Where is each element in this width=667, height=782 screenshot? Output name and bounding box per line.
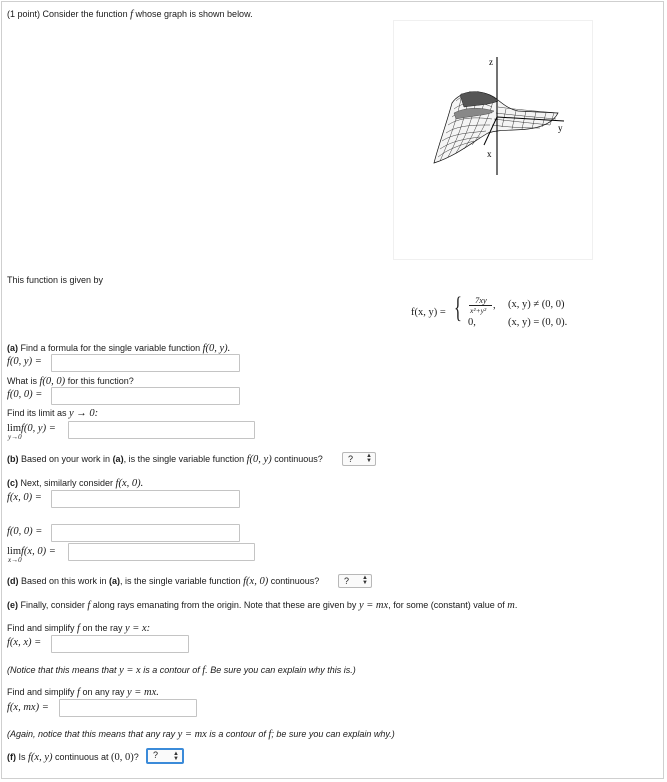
part-e-text2: along rays emanating from the origin. Note that these are given by — [90, 600, 359, 610]
part-f-label: (f) — [7, 752, 16, 762]
formula-brace: { — [454, 291, 462, 324]
part-e-q2-expr: y = mx. — [126, 687, 159, 698]
part-e-q2 — [7, 687, 159, 698]
part-e-prompt — [7, 600, 517, 611]
axis-label-x: x — [487, 149, 492, 159]
updown-arrow-icon: ▲ ▼ — [362, 575, 368, 586]
part-a-f00-input[interactable] — [51, 387, 240, 405]
part-e-eq1-label: f(x, x) = — [7, 637, 42, 648]
part-c-eq2-label: f(0, 0) = — [7, 526, 43, 537]
part-a-q2-end: for this function? — [65, 376, 134, 386]
surface-graph — [393, 20, 593, 260]
part-e-note2-c: ; be sure you can explain why.) — [271, 729, 395, 739]
formula-lhs: f(x, y) = — [411, 307, 446, 318]
part-b-text3: continuous? — [271, 454, 323, 464]
part-a-q3 — [7, 408, 98, 419]
part-c-lim-fn: f(x, 0) = — [21, 546, 56, 557]
part-d-label: (d) — [7, 576, 19, 586]
part-c-fx0-input[interactable] — [51, 490, 240, 508]
part-d-text: Based on this work in — [18, 576, 110, 586]
part-c-lim-word: lim — [7, 546, 22, 557]
formula-value-2: 0, — [468, 317, 476, 328]
axis-label-z: z — [489, 57, 493, 67]
part-e-dot: . — [514, 600, 518, 610]
part-d-fn: f(x, 0) — [243, 576, 269, 587]
part-f-text: Is — [16, 752, 29, 762]
part-a-q2 — [7, 376, 134, 387]
part-f-pt: (0, 0) — [111, 752, 134, 763]
part-c-lim-sub: x→0 — [8, 556, 22, 564]
part-e-eq2-label: f(x, mx) = — [7, 702, 49, 713]
part-c-fn: f(x, 0). — [115, 478, 144, 489]
part-c-f00-input[interactable] — [51, 524, 240, 542]
part-e-note1 — [7, 665, 356, 676]
part-b-select[interactable] — [342, 452, 376, 466]
part-e-note1-a: (Notice that this means that — [7, 665, 120, 675]
part-e-note1-fn: f — [202, 665, 206, 676]
part-e-m: m — [507, 600, 515, 611]
part-f-prompt — [7, 752, 139, 763]
part-a-q2-fn: f(0, 0) — [39, 376, 66, 387]
part-b-ref: (a) — [112, 454, 124, 464]
part-a-lim-fn: f(0, y) = — [21, 423, 56, 434]
part-b-select-value: ? — [348, 454, 354, 464]
part-f-select-value: ? — [153, 750, 159, 760]
part-a-label: (a) — [7, 343, 18, 353]
part-f-fn: f(x, y) — [28, 752, 53, 763]
part-b-text2: , is the single variable function — [123, 454, 247, 464]
given-text: This function is given by — [7, 275, 104, 285]
part-f-text3: ? — [133, 752, 139, 762]
part-b-label: (b) — [7, 454, 19, 464]
part-a-text: Find a formula for the single variable function — [18, 343, 203, 353]
part-f-text2: continuous at — [52, 752, 112, 762]
part-a-f0y-input[interactable] — [51, 354, 240, 372]
part-b-fn: f(0, y) — [246, 454, 272, 465]
formula-denominator: x²+y² — [470, 306, 487, 315]
part-e-q1-fn: f — [77, 623, 80, 634]
part-a-limit-input[interactable] — [68, 421, 255, 439]
formula-comma: , — [493, 300, 496, 311]
axis-label-y: y — [558, 123, 563, 133]
part-d-select[interactable] — [338, 574, 372, 588]
part-d-text3: continuous? — [268, 576, 320, 586]
part-e-q1-text: Find and simplify — [7, 623, 78, 633]
intro-text-end: whose graph is shown below. — [133, 9, 253, 19]
formula-condition-2: (x, y) = (0, 0). — [508, 317, 568, 328]
part-d-text2: , is the single variable function — [120, 576, 244, 586]
intro-fn: f — [130, 9, 133, 20]
formula-numerator: 7xy — [475, 295, 487, 305]
part-e-expr: y = mx — [358, 600, 389, 611]
part-a-fn: f(0, y). — [202, 343, 231, 354]
part-e-q2-mid: on any ray — [79, 687, 127, 697]
part-f-select[interactable] — [146, 748, 184, 764]
part-e-text3: , for some (constant) value of — [388, 600, 508, 610]
part-e-q2-fn: f — [77, 687, 80, 698]
part-c-eq1-label: f(x, 0) = — [7, 492, 42, 503]
surface-graph-svg — [394, 21, 592, 259]
part-e-note2-a: (Again, notice that this means that any ray — [7, 729, 178, 739]
part-e-fxx-input[interactable] — [51, 635, 189, 653]
part-a-q3-text: Find its limit as — [7, 408, 70, 418]
part-d-ref: (a) — [109, 576, 121, 586]
part-e-q2-text: Find and simplify — [7, 687, 78, 697]
part-c-label: (c) — [7, 478, 18, 488]
part-d-select-value: ? — [344, 576, 350, 586]
updown-arrow-icon: ▲ ▼ — [366, 453, 372, 464]
part-e-note2-fn: f — [268, 729, 272, 740]
part-e-label: (e) — [7, 600, 18, 610]
part-b-prompt — [7, 454, 323, 465]
part-a-lim-sub: y→0 — [8, 433, 22, 441]
part-c-text: Next, similarly consider — [18, 478, 116, 488]
part-a-eq1-label: f(0, y) = — [7, 356, 42, 367]
updown-arrow-icon: ▲ ▼ — [173, 751, 179, 762]
part-e-note2-expr: y = mx — [177, 729, 207, 740]
part-e-fn: f — [87, 600, 91, 611]
part-e-note1-b: is a contour of — [140, 665, 203, 675]
part-e-q1-expr: y = x: — [124, 623, 151, 634]
part-e-note2-b: is a contour of — [206, 729, 269, 739]
part-a-eq2-label: f(0, 0) = — [7, 389, 43, 400]
intro-text-start: (1 point) Consider the function — [7, 9, 131, 19]
part-b-text: Based on your work in — [18, 454, 113, 464]
part-c-prompt — [7, 478, 143, 489]
part-a-prompt — [7, 343, 230, 354]
intro-text — [7, 9, 253, 20]
part-e-q1-mid: on the ray — [79, 623, 125, 633]
part-e-note1-expr: y = x — [119, 665, 141, 676]
part-a-q2-text: What is — [7, 376, 40, 386]
part-e-text: Finally, consider — [18, 600, 88, 610]
part-e-fxmx-input[interactable] — [59, 699, 197, 717]
part-a-q3-expr: y → 0: — [69, 408, 99, 419]
part-d-prompt — [7, 576, 319, 587]
part-c-limit-input[interactable] — [68, 543, 255, 561]
formula-condition-1: (x, y) ≠ (0, 0) — [508, 299, 565, 310]
part-e-note1-c: . Be sure you can explain why this is.) — [205, 665, 356, 675]
part-a-lim-word: lim — [7, 423, 22, 434]
surface-mesh — [434, 91, 558, 163]
part-e-q1 — [7, 623, 150, 634]
part-e-note2 — [7, 729, 395, 740]
